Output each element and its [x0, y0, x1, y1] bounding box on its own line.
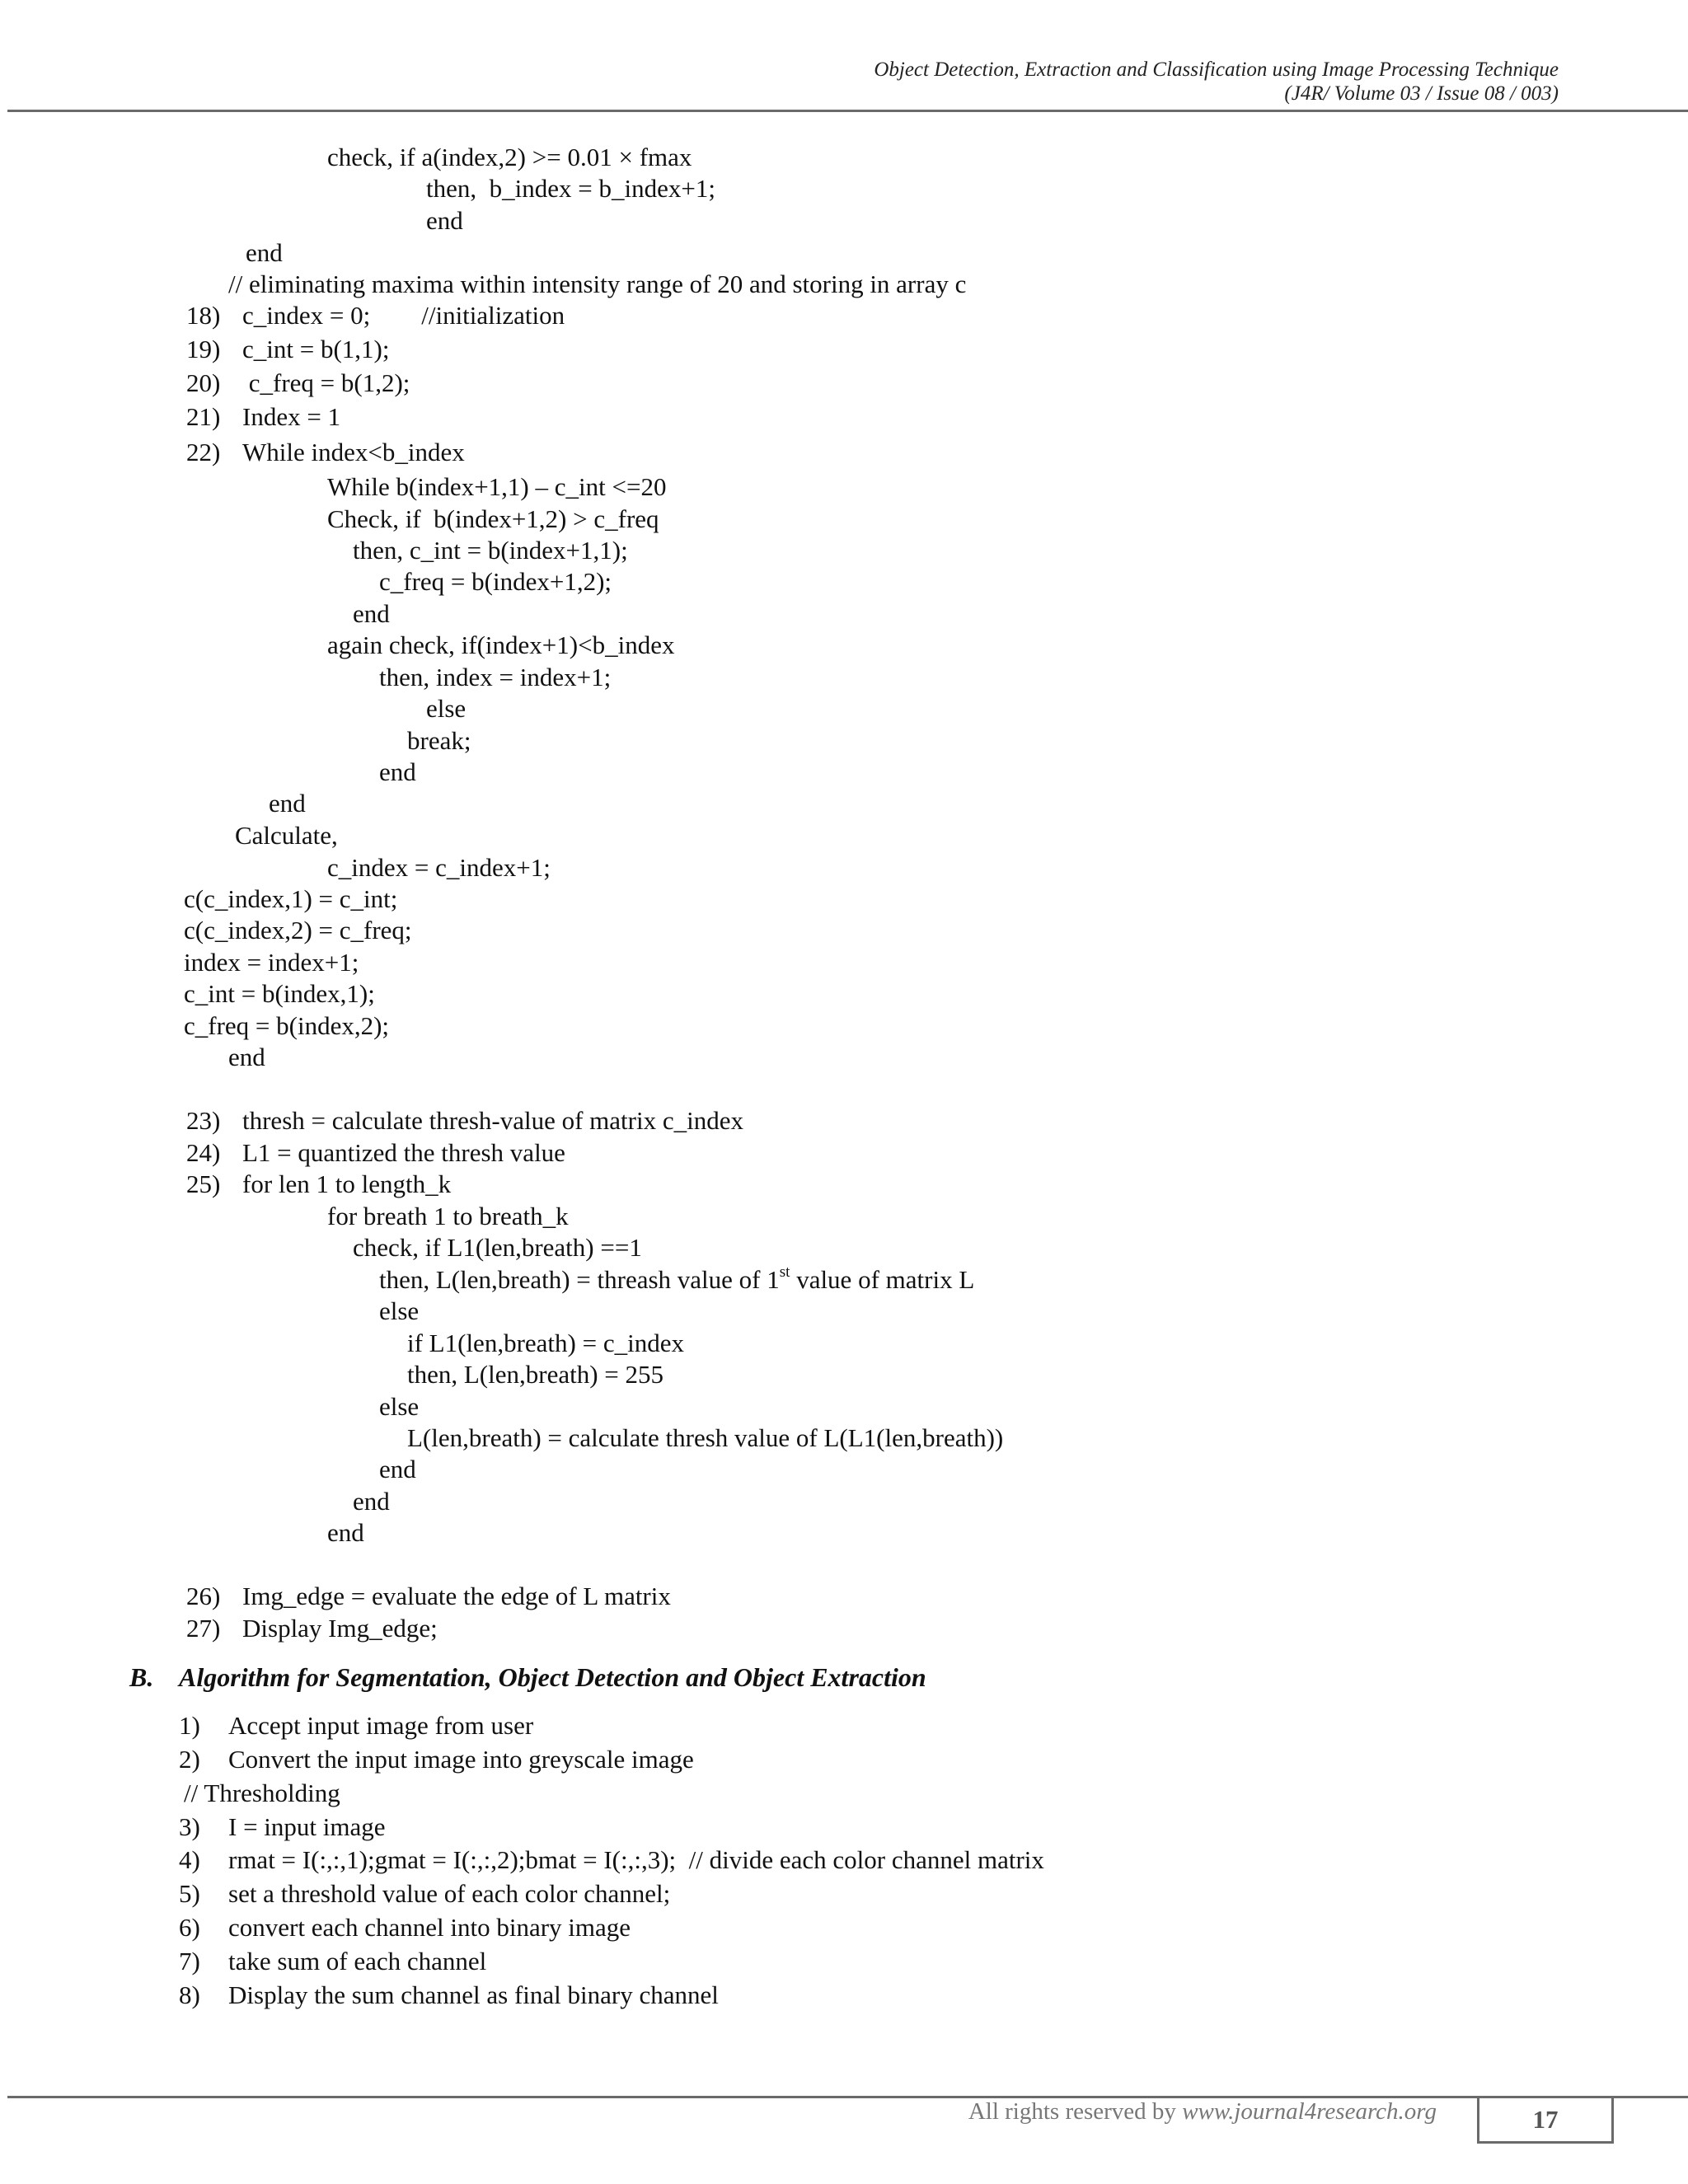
code-line: end	[353, 599, 390, 628]
code-line: end	[327, 1518, 364, 1547]
numbered-step: 3) I = input image	[179, 1812, 386, 1841]
step-number: 4)	[179, 1845, 200, 1874]
footer-site: www.journal4research.org	[1182, 2098, 1437, 2125]
code-line: else	[379, 1296, 420, 1325]
numbered-step: 25) for len 1 to length_k	[186, 1169, 452, 1198]
step-number: 8)	[179, 1980, 200, 2009]
code-line: L(len,breath) = calculate thresh value of L(L1(len,breath))	[407, 1423, 1004, 1452]
numbered-step: 1) Accept input image from user	[179, 1711, 534, 1740]
code-line: then, L(len,breath) = threash value of 1st value of matrix L	[379, 1263, 975, 1294]
code-line: c_int = b(index,1);	[184, 979, 375, 1008]
code-line: else	[426, 694, 467, 723]
code-line: Check, if b(index+1,2) > c_freq	[327, 504, 659, 533]
code-line: else	[379, 1392, 420, 1421]
step-number: 3)	[179, 1812, 200, 1841]
step-number: 18)	[186, 301, 221, 330]
footer-rule	[1614, 2096, 1688, 2098]
code-line: then, index = index+1;	[379, 663, 612, 691]
step-number: 24)	[186, 1138, 221, 1167]
numbered-step: 8) Display the sum channel as final binary channel	[179, 1980, 719, 2009]
code-line: break;	[407, 726, 471, 755]
numbered-step: 4) rmat = I(:,:,1);gmat = I(:,:,2);bmat = I(:,:,3); // divide each color channel matrix	[179, 1845, 1044, 1874]
numbered-step: 2) Convert the input image into greyscale image	[179, 1745, 694, 1774]
section-title: Algorithm for Segmentation, Object Detection and Object Extraction	[179, 1662, 926, 1692]
code-line: for breath 1 to breath_k	[327, 1202, 569, 1230]
header-issue: (J4R/ Volume 03 / Issue 08 / 003)	[1284, 82, 1559, 105]
numbered-step: 18) c_index = 0; //initialization	[186, 301, 565, 330]
superscript: st	[779, 1263, 790, 1281]
code-line: end	[269, 789, 306, 818]
code-line: index = index+1;	[184, 948, 359, 977]
header-rule	[7, 110, 1688, 112]
step-number: 27)	[186, 1614, 221, 1643]
step-number: 22)	[186, 438, 221, 466]
page-number-box	[1477, 2096, 1614, 2144]
code-line: end	[426, 206, 463, 235]
running-header	[874, 58, 1559, 105]
code-line: end	[228, 1043, 265, 1071]
numbered-step: 21) Index = 1	[186, 402, 341, 431]
step-number: 25)	[186, 1169, 221, 1198]
numbered-step: 7) take sum of each channel	[179, 1947, 487, 1975]
code-line: check, if a(index,2) >= 0.01 × fmax	[327, 143, 692, 171]
step-number: 5)	[179, 1879, 200, 1908]
step-number: 23)	[186, 1106, 221, 1135]
numbered-step: 24) L1 = quantized the thresh value	[186, 1138, 565, 1167]
numbered-step: 6) convert each channel into binary image	[179, 1913, 631, 1942]
section-heading	[129, 1661, 926, 1694]
numbered-step: 5) set a threshold value of each color channel;	[179, 1879, 671, 1908]
step-number: 21)	[186, 402, 221, 431]
page-number: 17	[1532, 2105, 1559, 2134]
code-line: end	[246, 238, 283, 267]
code-line: end	[379, 1455, 416, 1483]
step-number: 1)	[179, 1711, 200, 1740]
code-line: again check, if(index+1)<b_index	[327, 630, 675, 659]
code-line: if L1(len,breath) = c_index	[407, 1329, 684, 1357]
step-number: 7)	[179, 1947, 200, 1975]
step-number: 6)	[179, 1913, 200, 1942]
numbered-step: 20) c_freq = b(1,2);	[186, 368, 410, 397]
code-line: check, if L1(len,breath) ==1	[353, 1233, 642, 1262]
code-line: c_freq = b(index,2);	[184, 1011, 390, 1040]
numbered-step: 23) thresh = calculate thresh-value of matrix c_index	[186, 1106, 743, 1135]
code-line: c_freq = b(index+1,2);	[379, 567, 612, 596]
code-line: then, b_index = b_index+1;	[426, 174, 715, 203]
code-comment: // eliminating maxima within intensity range of 20 and storing in array c	[228, 269, 967, 298]
code-line: c(c_index,1) = c_int;	[184, 884, 398, 913]
code-line: then, c_int = b(index+1,1);	[353, 536, 628, 565]
code-line: then, L(len,breath) = 255	[407, 1360, 664, 1389]
step-number: 19)	[186, 335, 221, 363]
numbered-step: 26) Img_edge = evaluate the edge of L matrix	[186, 1582, 671, 1610]
step-number: 20)	[186, 368, 221, 397]
code-line: While b(index+1,1) – c_int <=20	[327, 472, 667, 501]
numbered-step: 27) Display Img_edge;	[186, 1614, 438, 1643]
code-line: Calculate,	[235, 821, 338, 850]
section-letter: B.	[129, 1662, 154, 1692]
step-number: 26)	[186, 1582, 221, 1610]
code-line: c_index = c_index+1;	[327, 853, 551, 882]
code-line: c(c_index,2) = c_freq;	[184, 916, 412, 944]
code-line: end	[379, 757, 416, 786]
code-comment: // Thresholding	[184, 1779, 340, 1807]
step-number: 2)	[179, 1745, 200, 1774]
footer-rights: All rights reserved by www.journal4research.org	[968, 2098, 1437, 2125]
numbered-step: 22) While index<b_index	[186, 438, 465, 466]
header-title: Object Detection, Extraction and Classification using Image Processing Technique	[874, 59, 1559, 81]
code-line: end	[353, 1487, 390, 1516]
numbered-step: 19) c_int = b(1,1);	[186, 335, 390, 363]
